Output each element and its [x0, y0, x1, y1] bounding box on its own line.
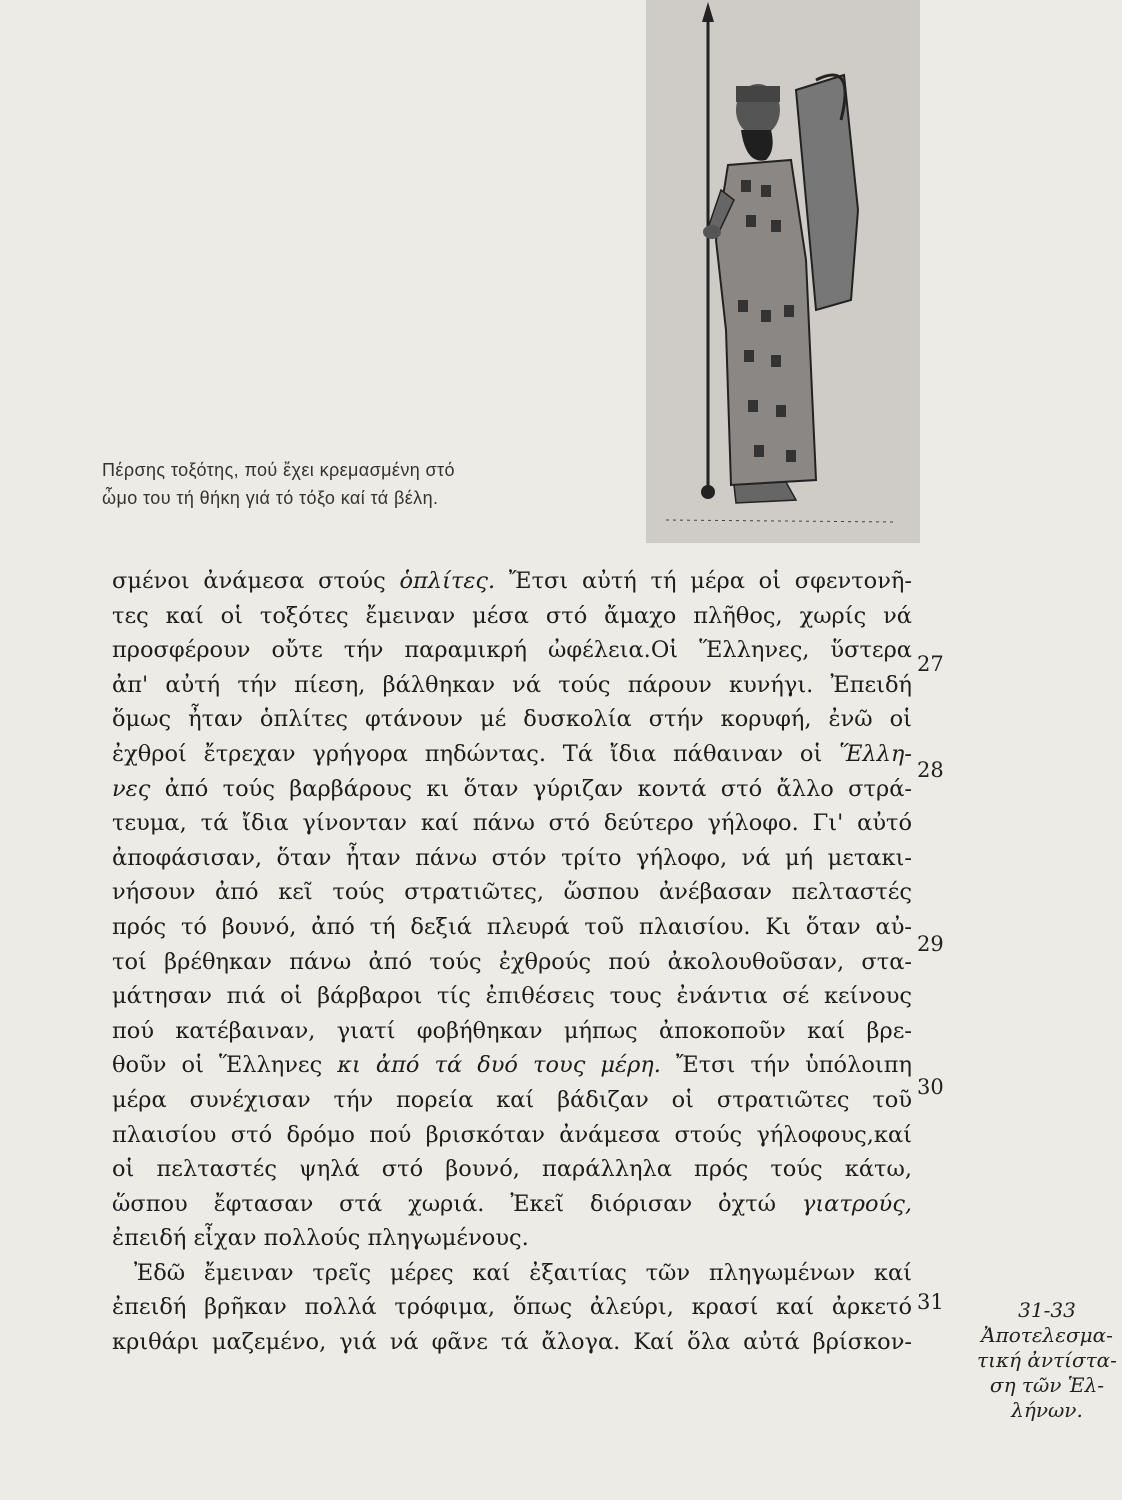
text-line: ἐπειδή εἶχαν πολλούς πληγωμένους.: [112, 1225, 529, 1252]
text-line: σμένοι ἀνάμεσα στούς ὁπλίτες. Ἔτσι αὐτή τή μέρα οἱ σφεντονῆ-: [112, 568, 912, 594]
text-line: οἱ πελταστές ψηλά στό βουνό, παράλληλα πρός τούς κάτω,: [112, 1156, 912, 1183]
text-line: νες ἀπό τούς βαρβάρους κι ὅταν γύριζαν κοντά στό ἄλλο στρά-: [112, 775, 912, 802]
text-line: μάτησαν πιά οἱ βάρβαροι τίς ἐπιθέσεις τους ἐνάντια σέ κείνους: [112, 983, 912, 1010]
persian-archer-illustration: [646, 0, 920, 543]
figure-caption: [102, 456, 622, 512]
margin-note-range: 31-33: [1018, 1298, 1076, 1322]
text-line: τευμα, τά ἴδια γίνονταν καί πάνω στό δεύτερο γήλοφο. Γι' αὐτό: [112, 810, 912, 837]
text-line: ἀποφάσισαν, ὅταν ἦταν πάνω στόν τρίτο γήλοφο, νά μή μετακι-: [112, 844, 912, 871]
text-line: ὥσπου ἔφτασαν στά χωριά. Ἐκεῖ διόρισαν ὀχτώ γιατρούς,: [112, 1190, 912, 1217]
margin-note-line: Ἀποτελεσμα-: [981, 1323, 1113, 1347]
text-line: πρός τό βουνό, ἀπό τή δεξιά πλευρά τοῦ πλαισίου. Κι ὅταν αὐ-: [112, 913, 912, 940]
text-line: πλαισίου στό δρόμο πού βρισκόταν ἀνάμεσα στούς γήλοφους,καί: [112, 1121, 912, 1148]
text-line: ὅμως ἦταν ὁπλίτες φτάνουν μέ δυσκολία στήν κορυφή, ἐνῶ οἱ: [112, 706, 912, 733]
caption-line: ὦμο του τή θήκη γιά τό τόξο καί τά βέλη.: [102, 488, 439, 508]
margin-note-line: ση τῶν Ἑλ-: [989, 1373, 1105, 1397]
text-line: προσφέρουν οὔτε τήν παραμικρή ὠφέλεια.Οἱ Ἕλληνες, ὕστερα: [112, 637, 912, 664]
text-line: τοί βρέθηκαν πάνω ἀπό τούς ἐχθρούς πού ἀκολουθοῦσαν, στα-: [112, 948, 912, 975]
text-line: κριθάρι μαζεμένο, γιά νά φᾶνε τά ἄλογα. Καί ὅλα αὐτά βρίσκον-: [112, 1329, 912, 1356]
line-number: 30: [917, 1075, 944, 1099]
text-line: μέρα συνέχισαν τήν πορεία καί βάδιζαν οἱ στρατιῶτες τοῦ: [112, 1086, 912, 1113]
margin-note: [972, 1298, 1122, 1423]
line-number: 28: [917, 758, 944, 782]
body-text: [112, 564, 912, 1360]
text-line: Ἐδῶ ἔμειναν τρεῖς μέρες καί ἐξαιτίας τῶν πληγωμένων καί: [134, 1259, 912, 1286]
margin-note-line: λήνων.: [1011, 1398, 1083, 1422]
text-line: ἀπ' αὐτή τήν πίεση, βάλθηκαν νά τούς πάρουν κυνήγι. Ἐπειδή: [112, 671, 912, 698]
line-number: 29: [917, 932, 944, 956]
text-line: θοῦν οἱ Ἕλληνες κι ἀπό τά δυό τους μέρη. Ἔτσι τήν ὑπόλοιπη: [112, 1052, 912, 1079]
caption-line: Πέρσης τοξότης, πού ἔχει κρεμασμένη στό: [102, 460, 455, 480]
text-line: πού κατέβαιναν, γιατί φοβήθηκαν μήπως ἀποκοποῦν καί βρε-: [112, 1017, 912, 1044]
line-number: 27: [917, 652, 944, 676]
text-line: νήσουν ἀπό κεῖ τούς στρατιῶτες, ὥσπου ἀνέβασαν πελταστές: [112, 879, 912, 906]
line-number: 31: [917, 1290, 944, 1314]
text-line: τες καί οἱ τοξότες ἔμειναν μέσα στό ἄμαχο πλῆθος, χωρίς νά: [112, 602, 912, 629]
margin-note-line: τική ἀντίστα-: [977, 1348, 1117, 1372]
text-line: ἐχθροί ἔτρεχαν γρήγορα πηδώντας. Τά ἴδια πάθαιναν οἱ Ἕλλη-: [112, 740, 912, 767]
figure: [646, 0, 920, 543]
text-line: ἐπειδή βρῆκαν πολλά τρόφιμα, ὅπως ἀλεύρι, κρασί καί ἀρκετό: [112, 1294, 912, 1321]
